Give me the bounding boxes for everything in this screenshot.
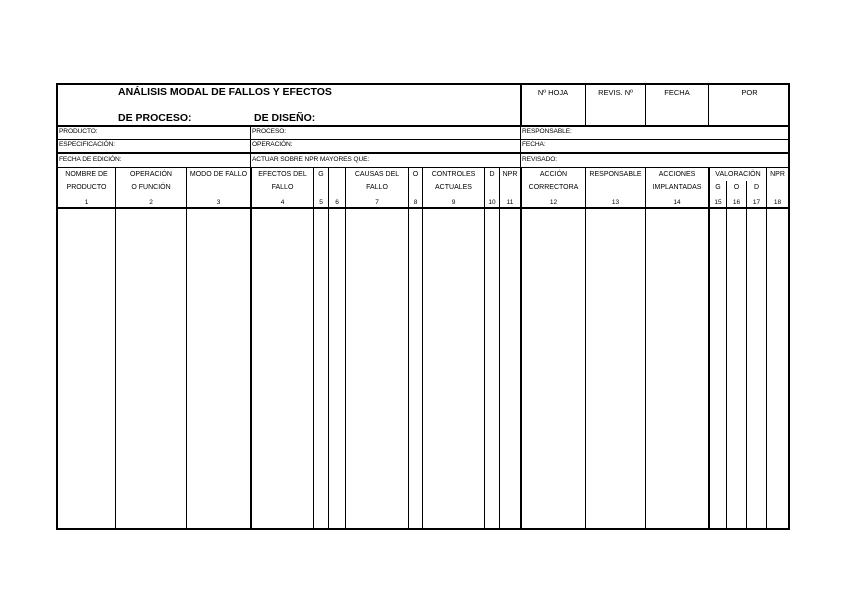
col-failure-causes: CAUSAS DEL <box>354 171 400 178</box>
date-label: FECHA <box>664 88 690 97</box>
col-operation-line2: O FUNCIÓN <box>131 184 171 191</box>
sheet-number-label: Nº HOJA <box>537 88 569 97</box>
responsible-field: RESPONSABLE: <box>522 128 572 135</box>
divider <box>58 125 788 127</box>
col-number: 9 <box>451 199 456 206</box>
col-number: 12 <box>549 199 558 206</box>
col-number: 1 <box>84 199 89 206</box>
divider <box>58 167 788 168</box>
col-number: 2 <box>149 199 153 206</box>
col-number: 6 <box>335 199 339 206</box>
col-valuation-d: D <box>753 184 760 191</box>
col-valuation-g: G <box>715 184 721 191</box>
col-number: 3 <box>216 199 221 206</box>
col-g: G <box>318 171 324 178</box>
revision-number-label: REVIS. Nº <box>598 88 633 97</box>
col-corrective-action: ACCIÓN <box>539 171 568 178</box>
col-npr-final: NPR <box>770 171 785 178</box>
col-current-controls: CONTROLES <box>431 171 476 178</box>
col-number: 4 <box>280 199 285 206</box>
col-corrective-action-line2: CORRECTORA <box>528 184 579 191</box>
col-number: 5 <box>319 199 323 206</box>
col-operation: OPERACIÓN <box>129 171 172 178</box>
col-number: 14 <box>673 199 681 206</box>
col-failure-effects: EFECTOS DEL <box>258 171 307 178</box>
process-field: PROCESO: <box>252 128 287 135</box>
col-product-name: NOMBRE DE <box>65 171 108 178</box>
divider <box>250 126 251 167</box>
col-number: 13 <box>611 199 620 206</box>
divider <box>58 152 788 154</box>
act-on-npr-field: ACTUAR SOBRE NPR MAYORES QUE: <box>252 156 370 163</box>
col-current-controls-line2: ACTUALES <box>435 184 472 191</box>
col-o: O <box>412 171 419 178</box>
col-number: 15 <box>714 199 722 206</box>
col-failure-causes-line2: FALLO <box>366 184 388 191</box>
col-failure-mode: MODO DE FALLO <box>189 171 248 178</box>
operation-field: OPERACIÓN: <box>252 141 293 148</box>
col-npr: NPR <box>502 171 518 178</box>
col-valuation-o: O <box>733 184 740 191</box>
design-label: DE DISEÑO: <box>254 112 316 124</box>
divider <box>58 139 788 140</box>
col-product-name-line2: PRODUCTO <box>66 184 107 191</box>
divider <box>520 126 521 167</box>
col-number: 18 <box>773 199 782 206</box>
col-d: D <box>489 171 495 178</box>
fmea-form <box>56 83 790 530</box>
col-number: 11 <box>506 199 514 206</box>
by-label: POR <box>741 88 758 97</box>
edition-date-field: FECHA DE EDICIÓN: <box>59 156 122 163</box>
col-failure-effects-line2: FALLO <box>271 184 294 191</box>
col-number: 16 <box>732 199 741 206</box>
col-valuation: VALORACIÓN <box>715 171 761 178</box>
product-field: PRODUCTO: <box>59 128 98 135</box>
col-number: 17 <box>752 199 761 206</box>
col-number: 10 <box>488 199 496 206</box>
col-implemented-actions: ACCIONES <box>658 171 696 178</box>
reviewed-field: REVISADO: <box>522 156 558 163</box>
process-label: DE PROCESO: <box>118 112 192 124</box>
info-date-field: FECHA: <box>522 141 546 148</box>
form-title: ANÁLISIS MODAL DE FALLOS Y EFECTOS <box>118 86 332 98</box>
table-body[interactable] <box>58 209 788 528</box>
col-implemented-actions-line2: IMPLANTADAS <box>652 184 702 191</box>
col-number: 8 <box>413 199 418 206</box>
specification-field: ESPECIFICACIÓN: <box>59 141 116 148</box>
col-number: 7 <box>375 199 379 206</box>
col-responsible: RESPONSABLE <box>589 171 642 178</box>
